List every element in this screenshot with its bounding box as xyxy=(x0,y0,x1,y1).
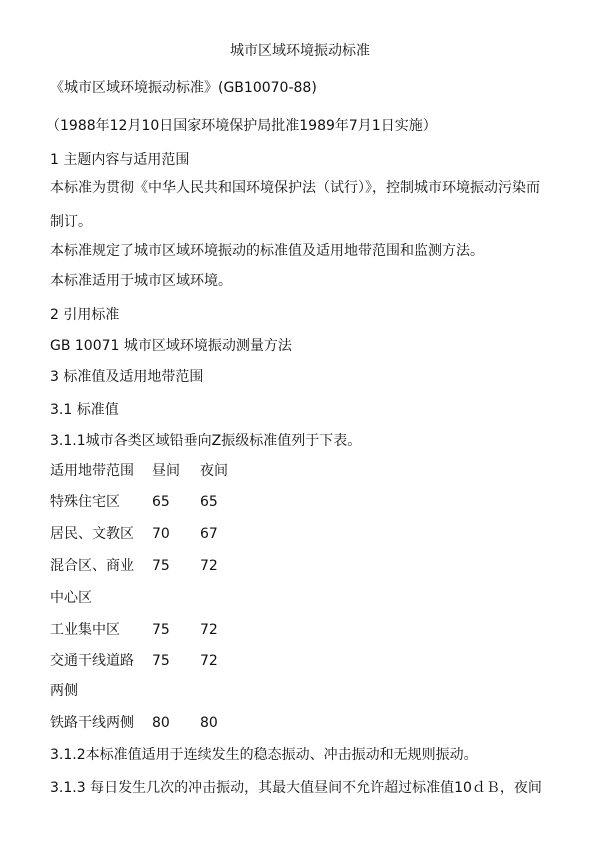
table-cell-night: 67 xyxy=(200,526,218,542)
table-cell-day: 75 xyxy=(152,653,170,669)
table-cell-night: 72 xyxy=(200,558,218,574)
section-3-1-3-text: 3.1.3 每日发生几次的冲击振动，其最大值昼间不允许超过标准值10ｄＢ，夜间 xyxy=(50,780,542,796)
table-cell-day: 65 xyxy=(152,494,170,510)
section-3-heading: 3 标准值及适用地带范围 xyxy=(50,369,204,385)
table-cell-zone: 工业集中区 xyxy=(50,622,120,638)
section-1-para-1-line-2: 制订。 xyxy=(50,214,92,230)
section-2-reference: GB 10071 城市区域环境振动测量方法 xyxy=(50,338,292,354)
table-cell-day: 80 xyxy=(152,715,170,731)
table-cell-zone: 铁路干线两侧 xyxy=(50,715,134,731)
section-1-heading: 1 主题内容与适用范围 xyxy=(50,152,190,168)
table-cell-zone: 混合区、商业 xyxy=(50,558,134,574)
section-3-1-heading: 3.1 标准值 xyxy=(50,402,119,418)
document-title: 城市区域环境振动标准 xyxy=(230,43,370,59)
table-header-zone: 适用地带范围 xyxy=(50,463,134,479)
table-cell-night: 72 xyxy=(200,653,218,669)
table-cell-day: 75 xyxy=(152,622,170,638)
table-cell-day: 75 xyxy=(152,558,170,574)
section-3-1-1-text: 3.1.1城市各类区域铅垂向Z振级标准值列于下表。 xyxy=(50,433,362,449)
table-cell-zone: 中心区 xyxy=(50,590,92,606)
table-cell-night: 80 xyxy=(200,715,218,731)
standard-header-line: 《城市区域环境振动标准》(GB10070-88) xyxy=(50,80,317,96)
section-1-para-3: 本标准适用于城市区域环境。 xyxy=(50,273,232,289)
table-cell-zone: 特殊住宅区 xyxy=(50,494,120,510)
table-cell-zone: 居民、文教区 xyxy=(50,526,134,542)
section-3-1-2-text: 3.1.2本标准值适用于连续发生的稳态振动、冲击振动和无规则振动。 xyxy=(50,747,478,763)
approval-line: （1988年12月10日国家环境保护局批准1989年7月1日实施） xyxy=(46,118,437,134)
table-cell-zone: 交通干线道路 xyxy=(50,653,134,669)
table-cell-zone: 两侧 xyxy=(50,683,78,699)
table-cell-night: 65 xyxy=(200,494,218,510)
table-header-night: 夜间 xyxy=(200,463,228,479)
section-1-para-1-line-1: 本标准为贯彻《中华人民共和国环境保护法（试行）》，控制城市环境振动污染而 xyxy=(50,180,540,196)
section-1-para-2: 本标准规定了城市区域环境振动的标准值及适用地带范围和监测方法。 xyxy=(50,243,484,259)
section-2-heading: 2 引用标准 xyxy=(50,307,120,323)
table-header-day: 昼间 xyxy=(152,463,180,479)
table-cell-night: 72 xyxy=(200,622,218,638)
table-cell-day: 70 xyxy=(152,526,170,542)
